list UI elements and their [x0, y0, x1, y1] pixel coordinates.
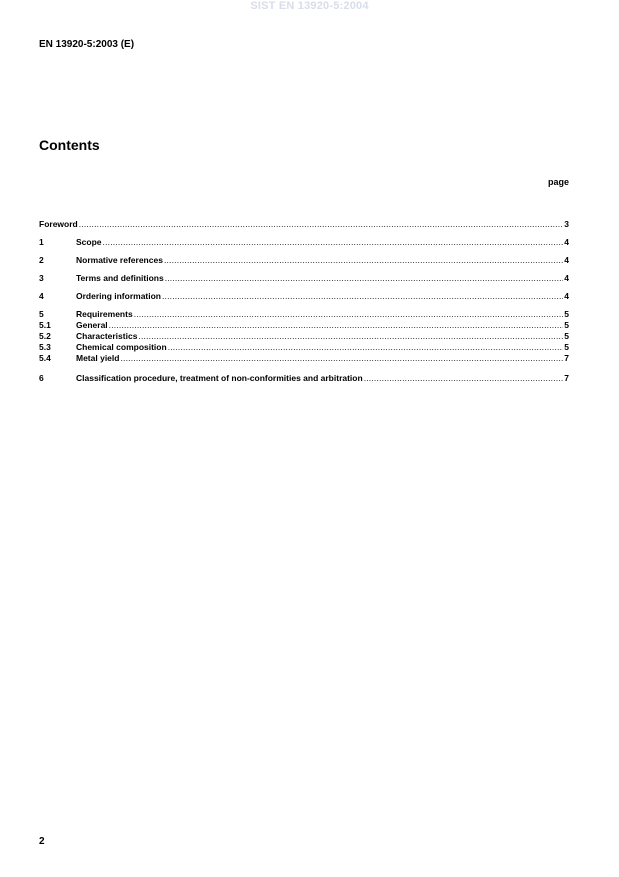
toc-dot-leader — [134, 309, 564, 320]
document-id-header: EN 13920-5:2003 (E) — [39, 39, 135, 50]
toc-dot-leader — [165, 273, 564, 284]
toc-entry-terms-and-definitions[interactable] — [39, 273, 569, 284]
toc-entry-number: 5.3 — [39, 342, 51, 352]
toc-dot-leader — [164, 255, 563, 266]
toc-entry-ordering-information[interactable] — [39, 291, 569, 302]
toc-entry-page: 4 — [564, 273, 569, 283]
toc-entry-page: 5 — [564, 331, 569, 341]
toc-entry-general[interactable] — [39, 320, 569, 331]
toc-entry-title: Foreword — [39, 219, 78, 229]
toc-entry-number: 5 — [39, 309, 44, 319]
toc-entry-page: 7 — [564, 353, 569, 363]
toc-dot-leader — [120, 353, 563, 364]
toc-entry-chemical-composition[interactable] — [39, 342, 569, 353]
toc-entry-page: 3 — [564, 219, 569, 229]
toc-entry-page: 4 — [564, 255, 569, 265]
toc-entry-title: Normative references — [76, 255, 163, 265]
toc-entry-title: Terms and definitions — [76, 273, 164, 283]
toc-entry-page: 4 — [564, 237, 569, 247]
toc-entry-page: 5 — [564, 309, 569, 319]
toc-entry-requirements[interactable] — [39, 309, 569, 320]
document-watermark: SIST EN 13920-5:2004 — [250, 0, 369, 12]
toc-entry-classification-procedure[interactable] — [39, 373, 569, 384]
toc-entry-number: 6 — [39, 373, 44, 383]
page-number: 2 — [39, 836, 45, 847]
toc-entry-title: Scope — [76, 237, 102, 247]
toc-entry-number: 4 — [39, 291, 44, 301]
toc-dot-leader — [168, 342, 564, 353]
toc-entry-characteristics[interactable] — [39, 331, 569, 342]
toc-entry-title: Metal yield — [76, 353, 120, 363]
toc-entry-page: 5 — [564, 320, 569, 330]
toc-entry-number: 3 — [39, 273, 44, 283]
toc-entry-page: 4 — [564, 291, 569, 301]
page-column-label: page — [547, 177, 569, 187]
toc-entry-number: 5.1 — [39, 320, 51, 330]
toc-entry-title: Ordering information — [76, 291, 161, 301]
toc-entry-page: 7 — [564, 373, 569, 383]
toc-entry-foreword[interactable] — [39, 219, 569, 230]
toc-dot-leader — [103, 237, 564, 248]
toc-entry-number: 5.2 — [39, 331, 51, 341]
toc-dot-leader — [79, 219, 564, 230]
toc-entry-page: 5 — [564, 342, 569, 352]
toc-entry-number: 2 — [39, 255, 44, 265]
toc-entry-title: Characteristics — [76, 331, 138, 341]
toc-entry-number: 1 — [39, 237, 44, 247]
toc-dot-leader — [109, 320, 564, 331]
toc-entry-normative-references[interactable] — [39, 255, 569, 266]
toc-dot-leader — [364, 373, 564, 384]
toc-entry-title: Chemical composition — [76, 342, 167, 352]
toc-entry-metal-yield[interactable] — [39, 353, 569, 364]
toc-entry-number: 5.4 — [39, 353, 51, 363]
toc-entry-scope[interactable] — [39, 237, 569, 248]
contents-heading: Contents — [39, 137, 100, 153]
toc-entry-title: Requirements — [76, 309, 133, 319]
toc-dot-leader — [162, 291, 563, 302]
toc-entry-title: Classification procedure, treatment of non-conformities and arbitration — [76, 373, 363, 383]
toc-dot-leader — [138, 331, 563, 342]
toc-entry-title: General — [76, 320, 108, 330]
